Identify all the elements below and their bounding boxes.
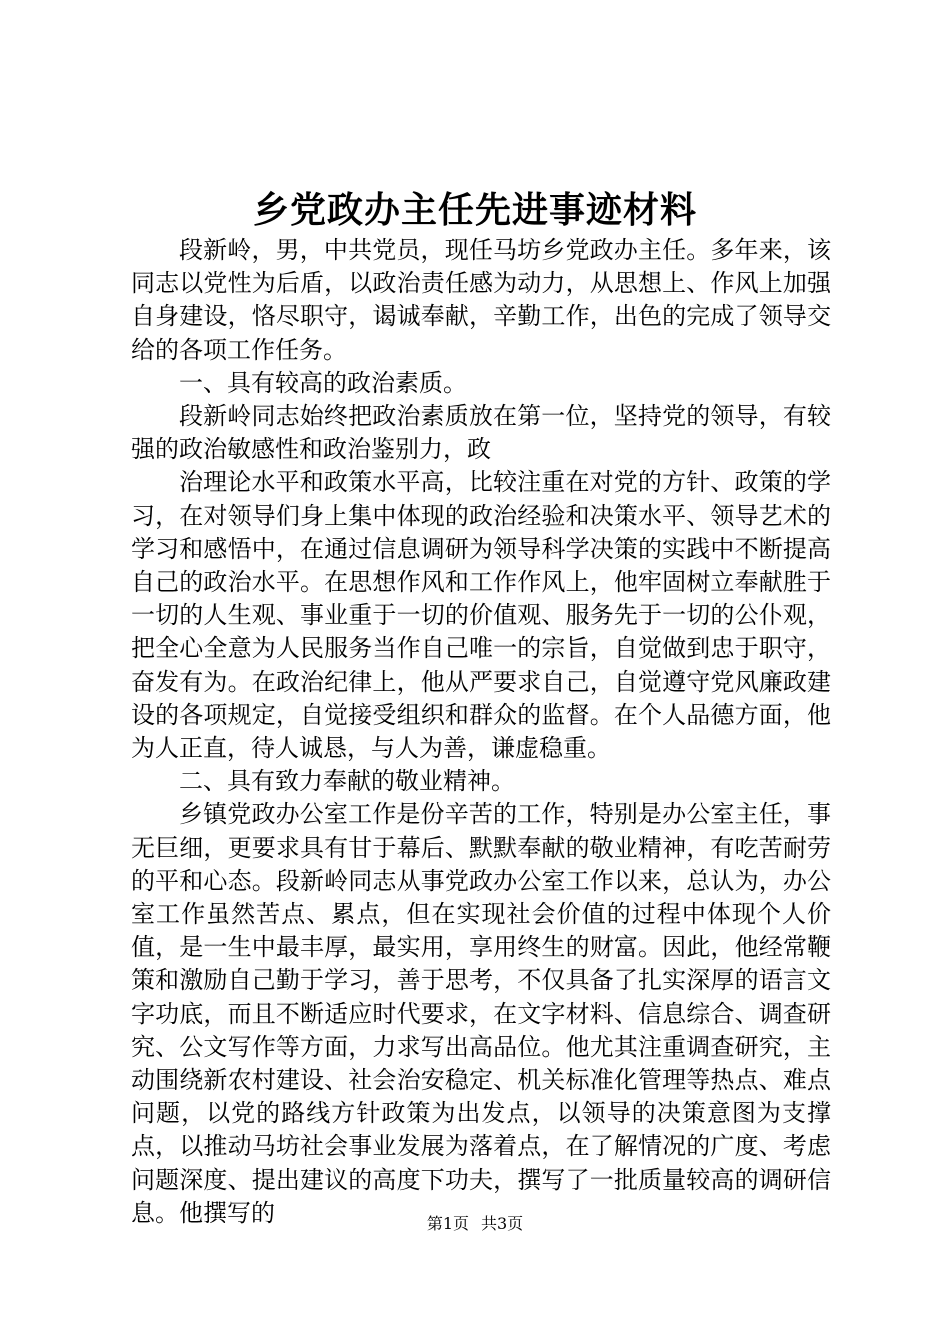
- page-number: 第1页: [426, 1214, 469, 1233]
- document-body: [131, 234, 831, 1230]
- paragraph-political-quality: 段新岭同志始终把政治素质放在第一位，坚持党的领导，有较强的政治敏感性和政治鉴别力，政: [131, 402, 831, 464]
- section-heading-2: 二、具有致力奉献的敬业精神。: [179, 767, 515, 796]
- section-heading-1: 一、具有较高的政治素质。: [179, 368, 467, 397]
- page-total: 共3页: [481, 1214, 524, 1233]
- page-footer: [0, 1212, 950, 1236]
- document-title: 乡党政办主任先进事迹材料: [252, 189, 697, 231]
- paragraph-intro: 段新岭，男，中共党员，现任马坊乡党政办主任。多年来，该同志以党性为后盾，以政治责任感为动力，从思想上、作风上加强自身建设，恪尽职守，谒诚奉献，辛勤工作，出色的完成了领导交给的各项工作任务。: [131, 236, 831, 364]
- paragraph-political-theory: 治理论水平和政策水平高，比较注重在对党的方针、政策的学习，在对领导们身上集中体现的政治经验和决策水平、领导艺术的学习和感悟中，在通过信息调研为领导科学决策的实践中不断提高自己的政治水平。在思想作风和工作作风上，他牢固树立奉献胜于一切的人生观、事业重于一切的价值观、服务先于一切的公仆观，把全心全意为人民服务当作自己唯一的宗旨，自觉做到忠于职守，奋发有为。在政治纪律上，他从严要求自己，自觉遵守党风廉政建设的各项规定，自觉接受组织和群众的监督。在个人品德方面，他为人正直，待人诚恳，与人为善，谦虚稳重。: [131, 468, 831, 763]
- paragraph-dedication: 乡镇党政办公室工作是份辛苦的工作，特别是办公室主任，事无巨细，更要求具有甘于幕后、默默奉献的敬业精神，有吃苦耐劳的平和心态。段新岭同志从事党政办公室工作以来，总认为，办公室工作虽然苦点、累点，但在实现社会价值的过程中体现个人价值，是一生中最丰厚，最实用，享用终生的财富。因此，他经常鞭策和激励自己勤于学习，善于思考，不仅具备了扎实深厚的语言文字功底，而且不断适应时代要求，在文字材料、信息综合、调查研究、公文写作等方面，力求写出高品位。他尤其注重调查研究，主动围绕新农村建设、社会治安稳定、机关标准化管理等热点、难点问题，以党的路线方针政策为出发点，以领导的决策意图为支撑点，以推动马坊社会事业发展为落着点，在了解情况的广度、考虑问题深度、提出建议的高度下功夫，撰写了一批质量较高的调研信息。他撰写的: [131, 800, 831, 1227]
